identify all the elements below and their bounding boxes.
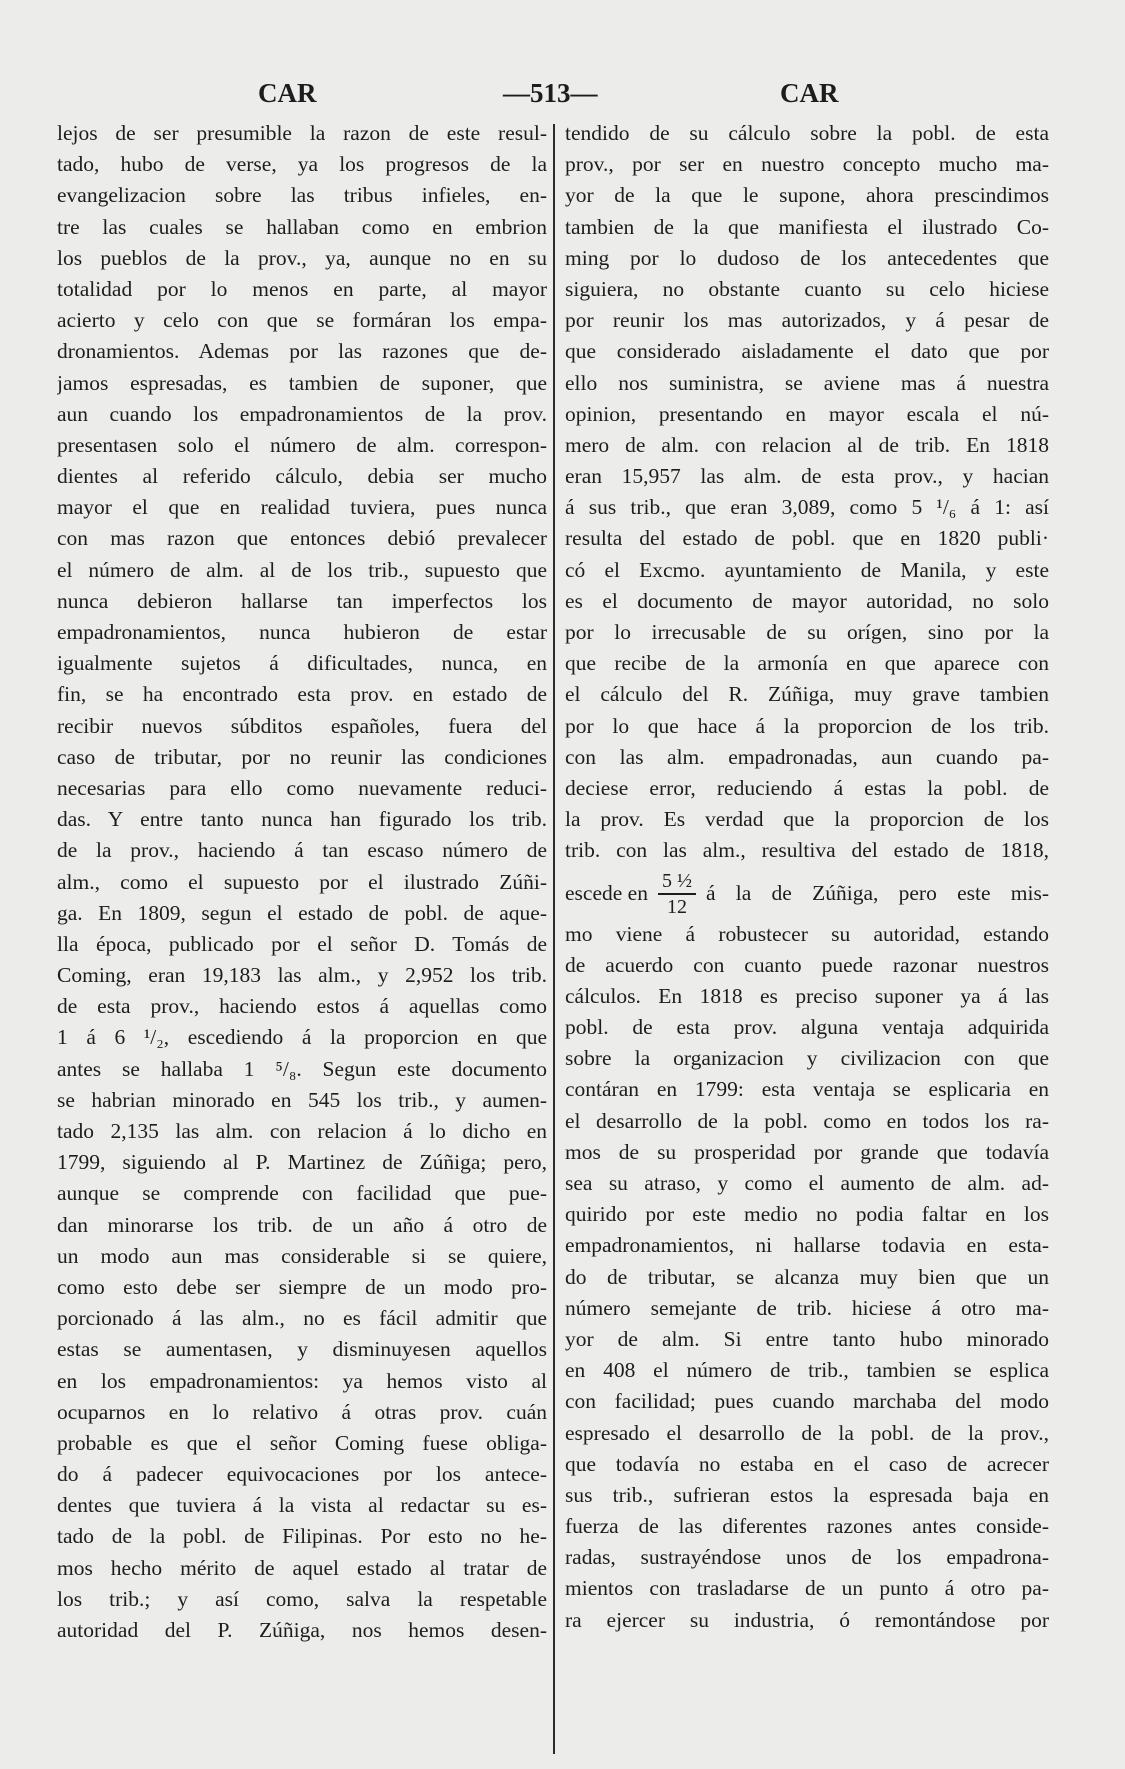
text-line: caso de tributar, por no reunir las condiciones: [57, 744, 547, 769]
text-line: mos de su prosperidad por grande que todavía: [565, 1139, 1049, 1164]
text-line: el desarrollo de la pobl. como en todos los ra-: [565, 1108, 1049, 1133]
text-line: siguiera, no obstante cuanto su celo hiciese: [565, 276, 1049, 301]
text-line: que recibe de la armonía en que aparece con: [565, 651, 1049, 676]
text-line: con mas razon que entonces debió prevalecer: [57, 526, 547, 551]
text-line: porcionado á las alm., no es fácil admitir que: [57, 1306, 547, 1331]
text-line: sus trib., sufrieran estos la espresada baja en: [565, 1482, 1049, 1507]
text-line: los pueblos de la prov., ya, aunque no en su: [57, 245, 547, 270]
text-line: resulta del estado de pobl. que en 1820 publi·: [565, 526, 1049, 551]
fraction-line-word: de: [771, 881, 792, 905]
right-column-top: [565, 118, 1049, 867]
running-head-left: CAR: [258, 78, 317, 108]
text-line: es el documento de mayor autoridad, no solo: [565, 588, 1049, 613]
text-line: contáran en 1799: esta ventaja se esplicaria en: [565, 1077, 1049, 1102]
text-line: jamos espresadas, es tambien de suponer, que: [57, 370, 547, 395]
text-line: mero de alm. con relacion al de trib. En 1818: [565, 432, 1049, 457]
text-line: pobl. de esta prov. alguna ventaja adquirida: [565, 1015, 1049, 1040]
text-line: de acuerdo con cuanto puede razonar nuestros: [565, 952, 1049, 977]
text-line: en 408 el número de trib., tambien se esplica: [565, 1358, 1049, 1383]
text-line: yor de la que le supone, ahora prescindimos: [565, 183, 1049, 208]
text-line: ello nos suministra, se aviene mas á nuestra: [565, 370, 1049, 395]
text-line: nunca debieron hallarse tan imperfectos los: [57, 588, 547, 613]
text-line: tendido de su cálculo sobre la pobl. de esta: [565, 121, 1049, 145]
text-line: sobre la organizacion y civilizacion con que: [565, 1046, 1049, 1071]
text-line: se habrian minorado en 545 los trib., y aumen-: [57, 1087, 547, 1112]
text-line: prov., por ser en nuestro concepto mucho ma-: [565, 152, 1049, 177]
text-line: autoridad del P. Zúñiga, nos hemos desen-: [57, 1618, 547, 1642]
text-line: lejos de ser presumible la razon de este resul-: [57, 121, 547, 145]
fraction-line-after: [706, 881, 1049, 906]
running-head-right: CAR: [780, 78, 839, 108]
text-line: mientos con trasladarse de un punto á otro pa-: [565, 1576, 1049, 1601]
text-line: mos hecho mérito de aquel estado al tratar de: [57, 1555, 547, 1580]
text-line: por lo irrecusable de su orígen, sino por la: [565, 620, 1049, 644]
text-line: empadronamientos, ni hallarse todavia en esta-: [565, 1233, 1049, 1258]
fraction-line-word: Zúñiga,: [812, 881, 879, 905]
text-line: dan minorarse los trib. de un año á otro de: [57, 1212, 547, 1237]
text-line: número semejante de trib. hiciese á otro ma-: [565, 1295, 1049, 1320]
text-line: quirido por este medio no podia faltar en los: [565, 1202, 1049, 1227]
text-line: sea su atraso, y como el aumento de alm. ad-: [565, 1171, 1049, 1195]
text-line: recibir nuevos súbditos españoles, fuera del: [57, 713, 547, 738]
text-line: el número de alm. al de los trib., supuesto que: [57, 557, 547, 582]
text-line: aunque se comprende con facilidad que pue-: [57, 1181, 547, 1206]
text-line: igualmente sujetos á dificultades, nunca, en: [57, 651, 547, 676]
right-column: [565, 118, 1049, 1636]
text-line: de la prov., haciendo á tan escaso número de: [57, 838, 547, 863]
text-line: totalidad por lo menos en parte, al mayor: [57, 276, 547, 301]
text-line: trib. con las alm., resultiva del estado de 1818,: [565, 838, 1049, 863]
fraction: [658, 871, 696, 917]
text-line: empadronamientos, nunca hubieron de estar: [57, 620, 547, 644]
text-line: presentasen solo el número de alm. correspon-: [57, 432, 547, 457]
text-line: dronamientos. Ademas por las razones que de-: [57, 339, 547, 364]
text-line: yor de alm. Si entre tanto hubo minorado: [565, 1326, 1049, 1351]
column-divider: [553, 124, 555, 1754]
text-line: evangelizacion sobre las tribus infieles, en-: [57, 183, 547, 208]
text-line: opinion, presentando en mayor escala el nú-: [565, 401, 1049, 426]
fraction-denominator: 12: [666, 895, 687, 918]
text-line: dientes al referido cálculo, debia ser mucho: [57, 464, 547, 489]
text-line: do á padecer equivocaciones por los antece-: [57, 1462, 547, 1487]
text-line: con facilidad; pues cuando marchaba del modo: [565, 1389, 1049, 1414]
text-line: tado 2,135 las alm. con relacion á lo dicho en: [57, 1119, 547, 1143]
text-line: tre las cuales se hallaban como en embrion: [57, 214, 547, 239]
text-line: tado de la pobl. de Filipinas. Por esto no he-: [57, 1524, 547, 1549]
fraction-line-word: mis-: [1010, 881, 1049, 905]
text-line: probable es que el señor Coming fuese obliga-: [57, 1430, 547, 1455]
text-line: ming por lo dudoso de los antecedentes que: [565, 245, 1049, 270]
text-line: como esto debe ser siempre de un modo pro-: [57, 1274, 547, 1299]
text-line: das. Y entre tanto nunca han figurado los trib.: [57, 807, 547, 832]
text-line: estas se aumentasen, y disminuyesen aquellos: [57, 1337, 547, 1362]
text-line: tambien de la que manifiesta el ilustrado Co-: [565, 214, 1049, 239]
text-line: deciese error, reduciendo á estas la pobl. de: [565, 775, 1049, 800]
text-line: los trib.; y así como, salva la respetable: [57, 1586, 547, 1611]
page-header: [0, 78, 1125, 110]
text-line: ocuparnos en lo relativo á otras prov. cuán: [57, 1399, 547, 1424]
left-column: [57, 118, 547, 1646]
text-line: de esta prov., haciendo estos á aquellas como: [57, 994, 547, 1019]
fraction-line-before: escede en: [565, 881, 648, 905]
fraction-line-word: este: [957, 881, 991, 905]
text-line: un modo aun mas considerable si se quiere,: [57, 1243, 547, 1268]
text-line: ra ejercer su industria, ó remontándose por: [565, 1607, 1049, 1632]
text-line: fuerza de las diferentes razones antes conside-: [565, 1514, 1049, 1539]
text-line: lla época, publicado por el señor D. Tomás de: [57, 931, 547, 956]
text-line: por lo que hace á la proporcion de los trib.: [565, 713, 1049, 738]
text-line: eran 15,957 las alm. de esta prov., y hacian: [565, 464, 1049, 489]
right-column-bottom: [565, 919, 1049, 1636]
text-line: acierto y celo con que se formáran los empa-: [57, 308, 547, 333]
fraction-line-word: á: [705, 881, 716, 905]
text-line: espresado el desarrollo de la pobl. de la prov.,: [565, 1420, 1049, 1445]
text-line: có el Excmo. ayuntamiento de Manila, y este: [565, 557, 1049, 582]
text-line: antes se hallaba 1 ⁵/₈. Segun este documento: [57, 1056, 547, 1081]
text-line: mo viene á robustecer su autoridad, estando: [565, 921, 1049, 946]
text-line: alm., como el supuesto por el ilustrado Zúñi-: [57, 869, 547, 894]
text-line: radas, sustrayéndose unos de los empadrona-: [565, 1545, 1049, 1570]
text-line: la prov. Es verdad que la proporcion de los: [565, 807, 1049, 832]
page-number: —513—: [503, 78, 598, 108]
text-line: Coming, eran 19,183 las alm., y 2,952 los trib.: [57, 963, 547, 988]
fraction-numerator: 5 ½: [658, 871, 696, 895]
text-line: cálculos. En 1818 es preciso suponer ya á las: [565, 983, 1049, 1008]
text-line: que todavía no estaba en el caso de acrecer: [565, 1451, 1049, 1476]
fraction-line: [565, 871, 1049, 917]
fraction-line-word: pero: [898, 881, 937, 905]
text-line: ga. En 1809, segun el estado de pobl. de aque-: [57, 900, 547, 925]
text-line: 1 á 6 ¹/₂, escediendo á la proporcion en que: [57, 1025, 547, 1050]
text-line: do de tributar, se alcanza muy bien que un: [565, 1264, 1049, 1289]
text-line: en los empadronamientos: ya hemos visto al: [57, 1368, 547, 1393]
text-line: aun cuando los empadronamientos de la prov.: [57, 401, 547, 426]
text-line: con las alm. empadronadas, aun cuando pa-: [565, 744, 1049, 769]
text-line: fin, se ha encontrado esta prov. en estado de: [57, 682, 547, 707]
text-line: que considerado aisladamente el dato que por: [565, 339, 1049, 364]
text-line: el cálculo del R. Zúñiga, muy grave tambien: [565, 682, 1049, 707]
text-line: tado, hubo de verse, ya los progresos de la: [57, 152, 547, 177]
text-line: dentes que tuviera á la vista al redactar su es-: [57, 1493, 547, 1518]
text-line: á sus trib., que eran 3,089, como 5 ¹/₆ á 1: así: [565, 495, 1049, 520]
text-line: necesarias para ello como nuevamente reduci-: [57, 775, 547, 800]
text-line: mayor el que en realidad tuviera, pues nunca: [57, 495, 547, 520]
text-line: 1799, siguiendo al P. Martinez de Zúñiga; pero,: [57, 1150, 547, 1175]
text-line: por reunir los mas autorizados, y á pesar de: [565, 308, 1049, 333]
fraction-line-word: la: [735, 881, 752, 905]
